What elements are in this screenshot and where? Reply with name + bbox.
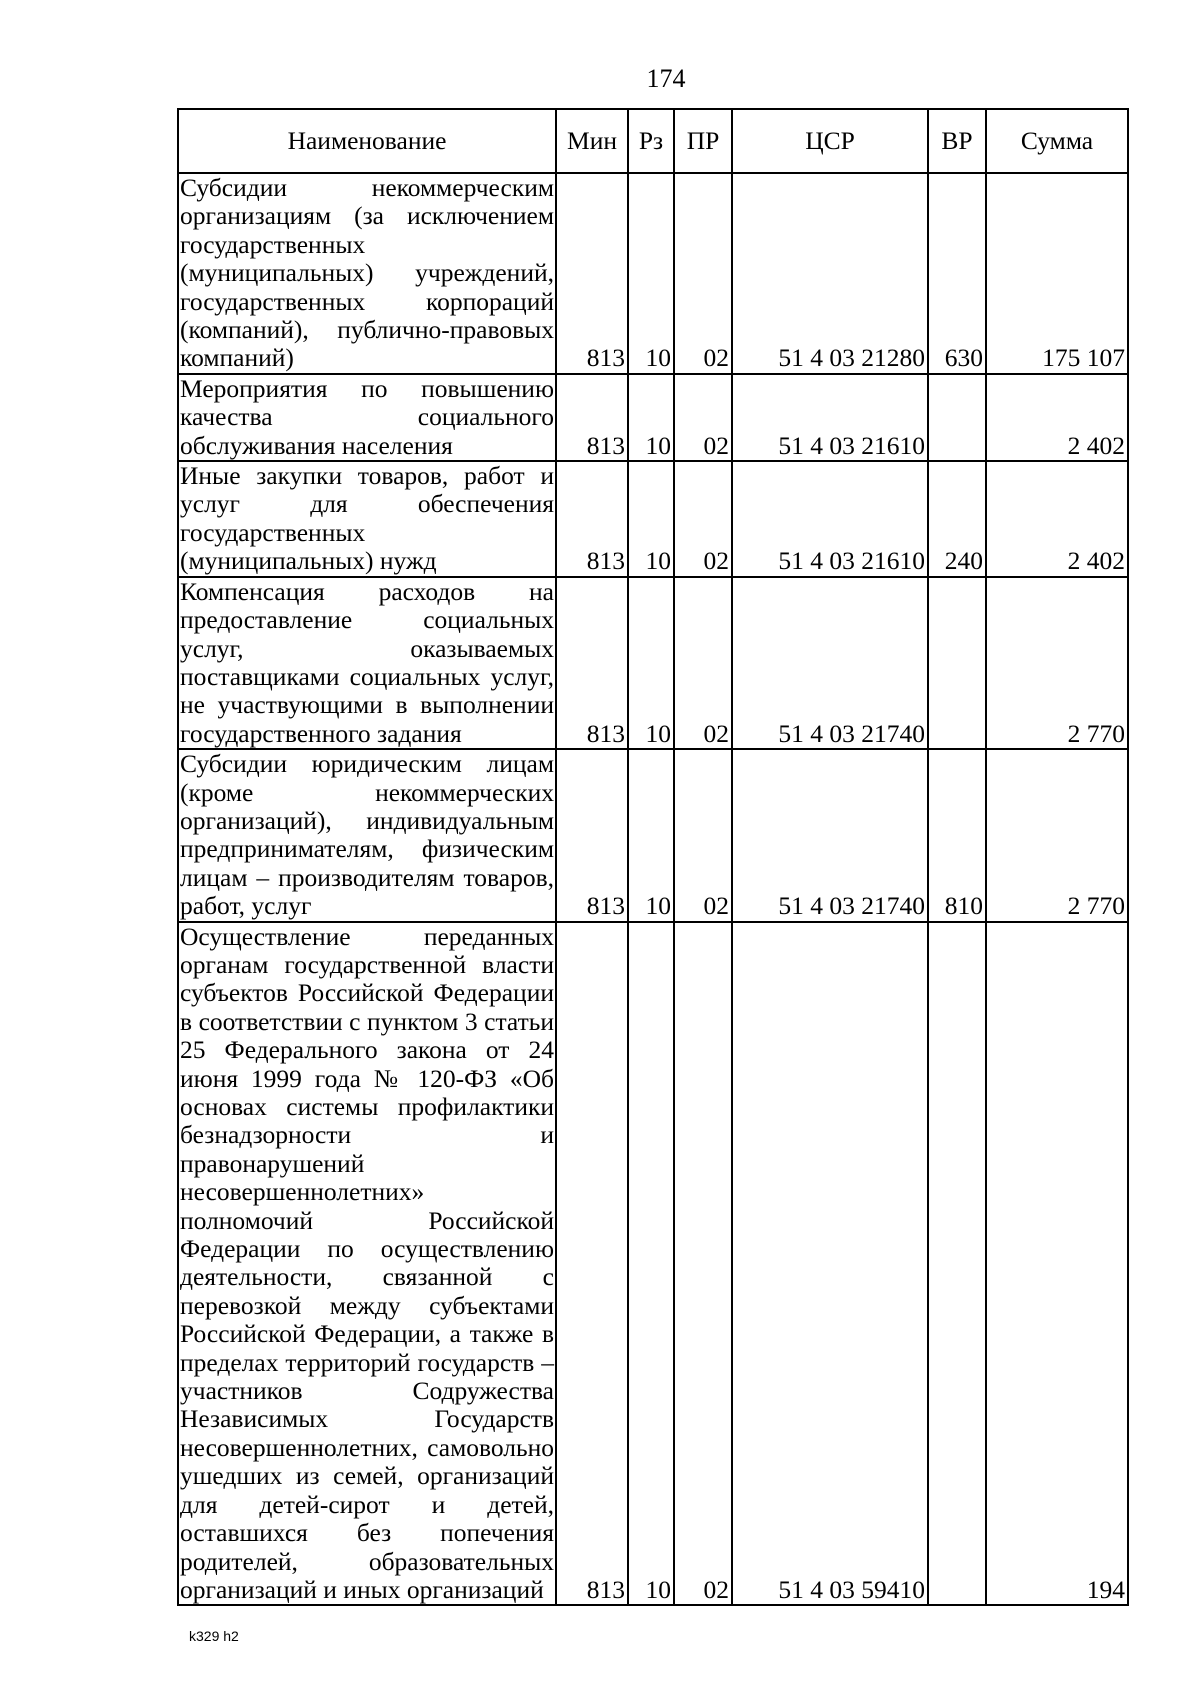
cell-min: 813	[556, 173, 628, 374]
cell-name: Субсидии некоммерческим организациям (за исключением государственных (муниципальных) учреждений, государственных корпораций (компаний), публично-правовых компаний)	[180, 173, 554, 373]
cell-csr: 51 4 03 21610	[732, 461, 928, 577]
cell-sum: 2 402	[986, 461, 1128, 577]
cell-csr: 51 4 03 21280	[732, 173, 928, 374]
cell-vr	[928, 922, 986, 1606]
cell-rz: 10	[628, 922, 674, 1606]
table-row	[178, 749, 1128, 921]
header-csr: ЦСР	[732, 109, 928, 173]
header-sum: Сумма	[986, 109, 1128, 173]
cell-sum: 194	[986, 922, 1128, 1606]
footer-document-code: k329 h2	[189, 1628, 239, 1644]
header-name: Наименование	[178, 109, 556, 173]
cell-pr: 02	[674, 461, 732, 577]
cell-pr: 02	[674, 374, 732, 461]
cell-min: 813	[556, 461, 628, 577]
cell-rz: 10	[628, 374, 674, 461]
cell-name: Иные закупки товаров, работ и услуг для обеспечения государственных (муниципальных) нужд	[180, 461, 554, 576]
cell-vr	[928, 577, 986, 749]
cell-csr: 51 4 03 21740	[732, 749, 928, 921]
cell-csr: 51 4 03 21740	[732, 577, 928, 749]
cell-rz: 10	[628, 173, 674, 374]
cell-min: 813	[556, 577, 628, 749]
cell-sum: 175 107	[986, 173, 1128, 374]
cell-min: 813	[556, 374, 628, 461]
cell-min: 813	[556, 922, 628, 1606]
header-min: Мин	[556, 109, 628, 173]
cell-pr: 02	[674, 173, 732, 374]
cell-name: Осуществление переданных органам государственной власти субъектов Российской Федерации в соответствии с пунктом 3 статьи 25 Федерального закона от 24 июня 1999 года № 120-ФЗ «Об основах системы профилактики безнадзорности и правонарушений несовершеннолетних» полномочий Российской Федерации по осуществлению деятельности, связанной с перевозкой между субъектами Российской Федерации, а также в пределах территорий государств – участников Содружества Независимых Государств несовершеннолетних, самовольно ушедших из семей, организаций для детей-сирот и детей, оставшихся без попечения родителей, образовательных организаций и иных организаций	[180, 921, 554, 1604]
header-pr: ПР	[674, 109, 732, 173]
cell-rz: 10	[628, 749, 674, 921]
cell-name: Субсидии юридическим лицам (кроме некоммерческих организаций), индивидуальным предпринимателям, физическим лицам – производителям товаров, работ, услуг	[180, 749, 554, 921]
header-vr: ВР	[928, 109, 986, 173]
cell-pr: 02	[674, 749, 732, 921]
cell-csr: 51 4 03 21610	[732, 374, 928, 461]
cell-vr: 240	[928, 461, 986, 577]
table-row	[178, 461, 1128, 577]
budget-table	[177, 108, 1129, 1606]
cell-vr: 630	[928, 173, 986, 374]
cell-rz: 10	[628, 461, 674, 577]
cell-csr: 51 4 03 59410	[732, 922, 928, 1606]
table-header-row	[178, 109, 1128, 173]
table-row	[178, 577, 1128, 749]
cell-vr: 810	[928, 749, 986, 921]
page-number: 174	[646, 64, 686, 93]
cell-pr: 02	[674, 577, 732, 749]
cell-sum: 2 402	[986, 374, 1128, 461]
cell-sum: 2 770	[986, 749, 1128, 921]
cell-name: Мероприятия по повышению качества социального обслуживания населения	[180, 373, 554, 460]
cell-sum: 2 770	[986, 577, 1128, 749]
cell-rz: 10	[628, 577, 674, 749]
cell-vr	[928, 374, 986, 461]
table-row	[178, 173, 1128, 374]
cell-name: Компенсация расходов на предоставление социальных услуг, оказываемых поставщиками социальных услуг, не участвующими в выполнении государственного задания	[180, 576, 554, 748]
header-rz: Рз	[628, 109, 674, 173]
cell-min: 813	[556, 749, 628, 921]
table-row	[178, 922, 1128, 1606]
table-row	[178, 374, 1128, 461]
cell-pr: 02	[674, 922, 732, 1606]
